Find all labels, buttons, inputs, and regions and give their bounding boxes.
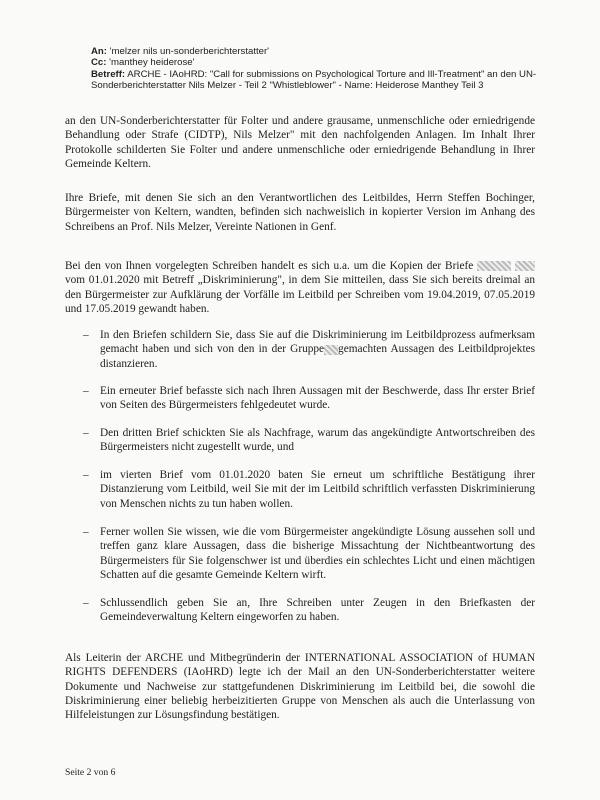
list-item	[83, 328, 535, 371]
header-to-line	[91, 46, 571, 57]
bullet-dash: –	[83, 385, 89, 397]
bullet-text: Den dritten Brief schickten Sie als Nachfrage, warum das angekündigte Antwortschreiben des Bürgermeisters nicht zugestellt wurde, und	[100, 427, 535, 454]
list-item	[83, 384, 535, 413]
bullet-text: Ferner wollen Sie wissen, wie die vom Bürgermeister angekündigte Lösung aussehen soll und treffen ganz klare Aussagen, dass die bisherige Missachtung der Nichtbeantwortung des Bürgermeisters für Sie folgenschwer ist und überdies ein schlechtes Licht und einen mächtigen Schatten auf die gesamte Gemeinde Keltern wirft.	[100, 526, 535, 581]
redaction-mark	[515, 261, 535, 271]
list-item	[83, 525, 535, 582]
header-to-value: 'melzer nils un-sonderberichterstatter'	[109, 46, 270, 57]
redaction-mark	[324, 345, 338, 355]
bullet-dash: –	[83, 597, 89, 609]
paragraph-3-part-a: Bei den von Ihnen vorgelegten Schreiben handelt es sich u.a. um die Kopien der Briefe	[65, 260, 474, 272]
bullet-dash: –	[83, 427, 89, 439]
header-cc-line	[91, 57, 571, 68]
bullet-text: Ein erneuter Brief befasste sich nach Ihren Aussagen mit der Beschwerde, dass Ihr erster Brief von Seiten des Bürgermeisters fehlgedeutet wurde.	[100, 385, 535, 412]
bullet-dash: –	[83, 469, 89, 481]
paragraph-2: Ihre Briefe, mit denen Sie sich an den Verantwortlichen des Leitbildes, Herrn Steffen Bochinger, Bürgermeister von Keltern, wandten, befinden sich nachweislich in kopierter Version im Anhang des Schreibens an Prof. Nils Melzer, Vereinte Nationen in Genf.	[65, 192, 535, 233]
header-to-label: An:	[91, 46, 107, 57]
header-cc-label: Cc:	[91, 57, 107, 69]
paragraph-1: an den UN-Sonderberichterstatter für Folter und andere grausame, unmenschliche oder erniedrigende Behandlung oder Strafe (CIDTP), Nils Melzer" mit den nachfolgenden Anlagen. Im Inhalt Ihrer Protokolle schilderten Sie Folter und andere unmenschliche oder erniedrigende Behandlung in Ihrer Gemeinde Keltern.	[65, 115, 535, 170]
page-number: Seite 2 von 6	[65, 767, 116, 778]
bullet-dash: –	[83, 526, 89, 538]
bullet-dash: –	[83, 329, 89, 341]
list-item	[83, 468, 535, 511]
bullet-text	[100, 328, 535, 371]
header-cc-value: 'manthey heiderose'	[109, 57, 195, 69]
bullet-1-part-b: gemachten Aussagen des Leitbildprojektes distanzieren.	[100, 343, 536, 370]
header-subject-value: ARCHE - IAoHRD: "Call for submissions on Psychological Torture and Ill-Treatment" an den UN-Sonderberichterstatter Nils Melzer - Teil 2 "Whistleblower" - Name: Heiderose Manthey Teil 3	[91, 68, 537, 92]
redaction-mark	[477, 261, 511, 271]
email-header	[91, 46, 571, 92]
header-subject-line	[91, 69, 571, 92]
list-item	[83, 596, 535, 625]
paragraph-4: Als Leiterin der ARCHE und Mitbegründerin der INTERNATIONAL ASSOCIATION of HUMAN RIGHTS DEFENDERS (IAoHRD) legte ich der Mail an den UN-Sonderberichterstatter weitere Dokumente und Nachweise zur stattgefundenen Diskriminierung im Leitbild bei, die sowohl die Diskriminierung einer beliebig herbeizitierten Gruppe von Menschen als auch die Unterlassung von Hilfeleistungen zur Lösungsfindung bestätigen.	[65, 652, 535, 722]
bullet-text: im vierten Brief vom 01.01.2020 baten Sie erneut um schriftliche Bestätigung ihrer Distanzierung vom Leitbild, weil Sie mit der im Leitbild schriftlich verfassten Diskriminierung von Menschen nichts zu tun haben wollen.	[100, 469, 535, 510]
bullet-1-part-a: In den Briefen schildern Sie, dass Sie auf die Diskriminierung im Leitbildprozess aufmerksam gemacht haben und sich von den in der Gruppe	[100, 329, 535, 356]
paragraph-3	[65, 259, 535, 316]
list-item	[83, 426, 535, 455]
header-subject-label: Betreff:	[91, 68, 126, 80]
bullet-text: Schlussendlich geben Sie an, Ihre Schreiben unter Zeugen in den Briefkasten der Gemeindeverwaltung Keltern eingeworfen zu haben.	[100, 597, 535, 624]
paragraph-3-part-b: vom 01.01.2020 mit Betreff „Diskriminierung", in dem Sie mitteilen, dass Sie sich bereits dreimal an den Bürgermeister zur Aufklärung der Vorfälle im Leitbild per Schreiben vom 19.04.2019, 07.05.2019 und 17.05.2019 gewandt haben.	[65, 274, 535, 315]
